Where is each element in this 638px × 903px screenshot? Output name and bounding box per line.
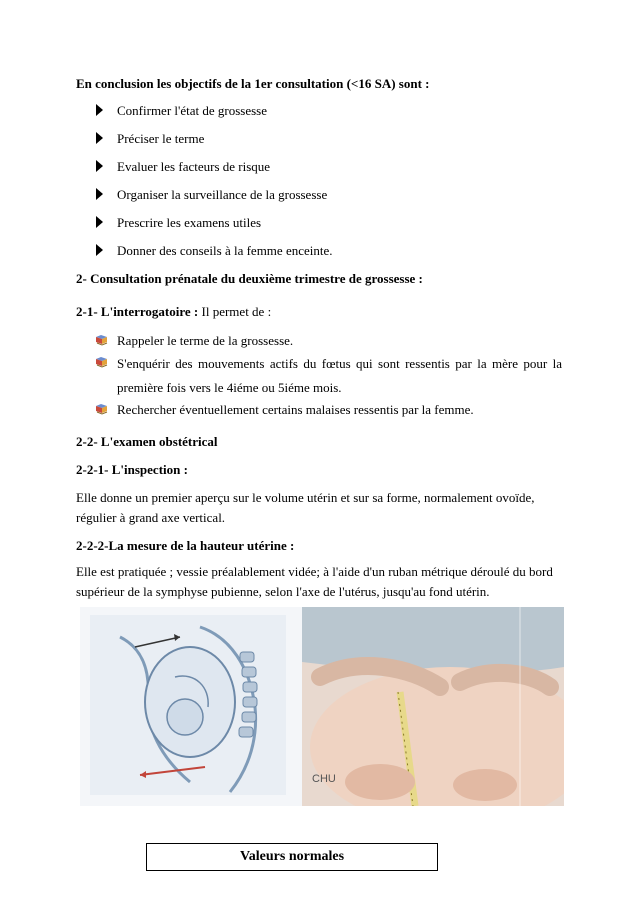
section-2-1-title: 2-1- L'interrogatoire : — [76, 304, 199, 319]
paragraph-line: Elle donne un premier aperçu sur le volume utérin et sur sa forme, normalement ovoïde, — [76, 490, 535, 505]
section-2-title: 2- Consultation prénatale du deuxième trimestre de grossesse : — [76, 271, 423, 286]
hauteur-paragraph — [76, 562, 553, 602]
list-item: Rappeler le terme de la grossesse. — [117, 333, 294, 348]
paragraph-line: régulier à grand axe vertical. — [76, 510, 226, 525]
list-item: Rechercher éventuellement certains malaises ressentis par la femme. — [117, 402, 474, 417]
list-item: Evaluer les facteurs de risque — [117, 159, 271, 174]
arrow-bullet-icon — [96, 104, 103, 116]
arrow-bullet-icon — [96, 244, 103, 256]
list-item: Organiser la surveillance de la grossesse — [117, 187, 328, 202]
arrow-bullet-icon — [96, 160, 103, 172]
list-item: Donner des conseils à la femme enceinte. — [117, 243, 333, 258]
chu-watermark: CHU — [312, 773, 336, 785]
book-bullet-icon — [95, 402, 108, 415]
arrow-bullet-icon — [96, 216, 103, 228]
list-item: Confirmer l'état de grossesse — [117, 103, 267, 118]
fundal-height-figure — [80, 607, 564, 806]
book-bullet-icon — [95, 333, 108, 346]
normal-values-label: Valeurs normales — [239, 849, 345, 864]
list-item: Prescrire les examens utiles — [117, 215, 262, 230]
section-2-2-2-title: 2-2-2-La mesure de la hauteur utérine : — [76, 538, 295, 553]
paragraph-line: Elle est pratiquée ; vessie préalablement vidée; à l'aide d'un ruban métrique déroulé du bord — [76, 564, 553, 579]
section-2-2-title: 2-2- L'examen obstétrical — [76, 434, 218, 449]
arrow-bullet-icon — [96, 188, 103, 200]
list-item: Préciser le terme — [117, 131, 205, 146]
section-2-1-line — [76, 303, 271, 321]
conclusion-heading: En conclusion les objectifs de la 1er consultation (<16 SA) sont : — [76, 76, 430, 91]
paragraph-line: supérieur de la symphyse pubienne, selon l'axe de l'utérus, jusqu'au fond utérin. — [76, 584, 490, 599]
arrow-bullet-icon — [96, 132, 103, 144]
list-item-continuation: première fois vers le 4iéme ou 5iéme mois. — [117, 380, 342, 395]
section-2-2-1-title: 2-2-1- L'inspection : — [76, 462, 188, 477]
normal-values-box — [146, 843, 438, 871]
book-bullet-icon — [95, 355, 108, 368]
fundal-height-illustration — [80, 607, 564, 806]
list-item: S'enquérir des mouvements actifs du fœtus qui sont ressentis par la mère pour la — [117, 356, 562, 371]
section-2-1-text: Il permet de : — [198, 304, 272, 319]
inspection-paragraph — [76, 488, 534, 528]
